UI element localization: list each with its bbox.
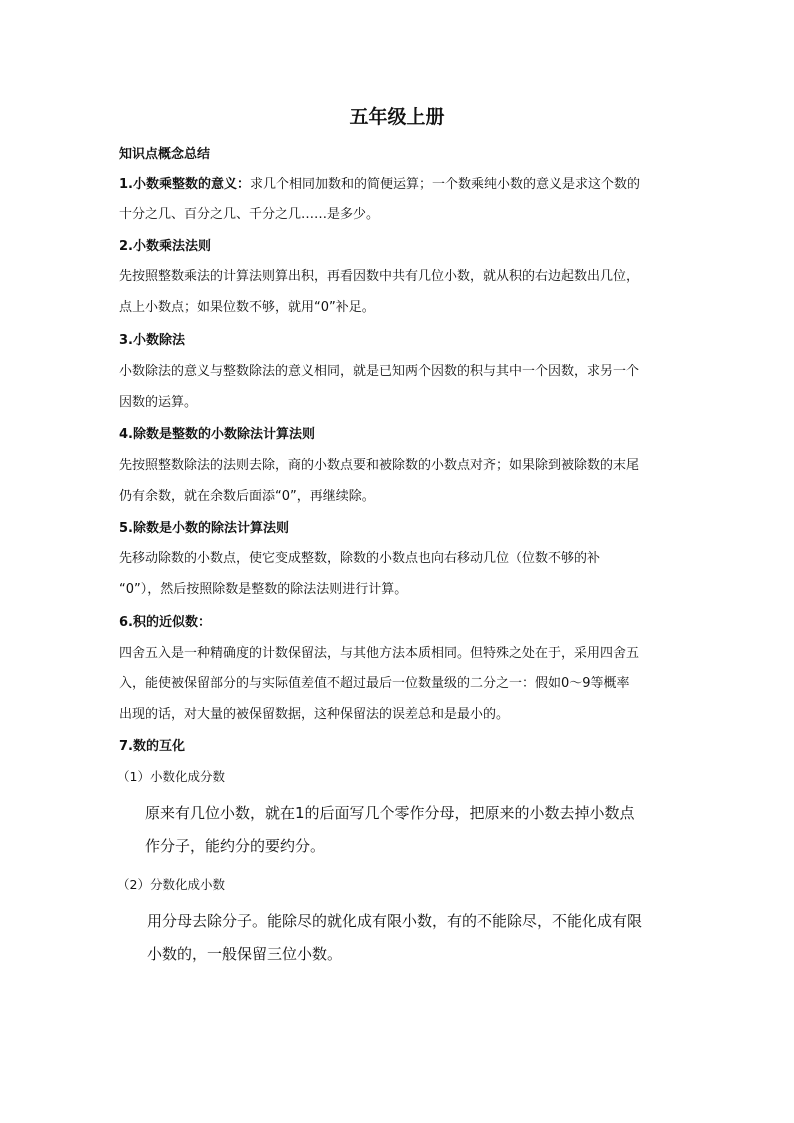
section-6-line-3: 出现的话，对大量的被保留数据，这种保留法的误差总和是最小的。 (119, 707, 510, 722)
page-title: 五年级上册 (349, 106, 445, 128)
section-1-line-2: 十分之几、百分之几、千分之几……是多少。 (119, 207, 380, 222)
section-5-line-2: “0”），然后按照除数是整数的除法法则进行计算。 (119, 582, 408, 597)
section-7-paragraph-1-line-2: 作分子，能约分的要约分。 (145, 837, 326, 855)
section-7-paragraph-2-line-1: 用分母去除分子。能除尽的就化成有限小数，有的不能除尽，不能化成有限 (147, 912, 643, 930)
section-1-heading: 1.小数乘整数的意义： (119, 177, 250, 192)
section-2-line-1: 先按照整数乘法的计算法则算出积，再看因数中共有几位小数，就从积的右边起数出几位， (119, 269, 640, 284)
section-1-line-1 (119, 176, 640, 194)
section-7-paragraph-2-line-2: 小数的，一般保留三位小数。 (147, 945, 343, 963)
section-6-line-1: 四舍五入是一种精确度的计数保留法，与其他方法本质相同。但特殊之处在于，采用四舍五 (119, 646, 640, 661)
section-4-line-1: 先按照整数除法的法则去除，商的小数点要和被除数的小数点对齐；如果除到被除数的末尾 (119, 458, 640, 473)
section-5-line-1: 先移动除数的小数点，使它变成整数，除数的小数点也向右移动几位（位数不够的补 (119, 551, 601, 566)
section-3-heading: 3.小数除法 (119, 333, 185, 348)
section-7-sub-1: （1）小数化成分数 (117, 769, 225, 784)
section-3-line-1: 小数除法的意义与整数除法的意义相同，就是已知两个因数的积与其中一个因数，求另一个 (119, 364, 640, 379)
section-6-line-2: 入，能使被保留部分的与实际值差值不超过最后一位数量级的二分之一：假如0～9等概率 (119, 676, 630, 691)
section-7-sub-2: （2）分数化成小数 (117, 877, 225, 892)
section-7-paragraph-1-line-1: 原来有几位小数，就在1的后面写几个零作分母，把原来的小数去掉小数点 (145, 804, 635, 822)
section-4-heading: 4.除数是整数的小数除法计算法则 (119, 427, 315, 442)
section-7-heading: 7.数的互化 (119, 739, 185, 754)
section-3-line-2: 因数的运算。 (119, 395, 198, 410)
document-subtitle: 知识点概念总结 (119, 147, 211, 162)
section-5-heading: 5.除数是小数的除法计算法则 (119, 521, 289, 536)
section-1-text: 求几个相同加数和的简便运算；一个数乘纯小数的意义是求这个数的 (249, 177, 640, 192)
section-2-heading: 2.小数乘法法则 (119, 239, 211, 254)
section-4-line-2: 仍有余数，就在余数后面添“0”，再继续除。 (119, 489, 375, 504)
section-6-heading: 6.积的近似数： (119, 615, 211, 630)
section-2-line-2: 点上小数点；如果位数不够，就用“0”补足。 (119, 300, 375, 315)
